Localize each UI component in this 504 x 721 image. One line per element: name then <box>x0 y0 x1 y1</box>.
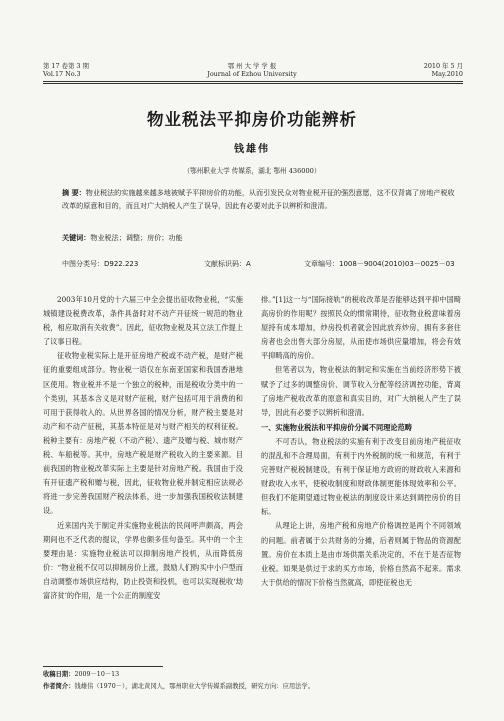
body-paragraph: 排。”[1]这一与“国际接轨”的税收改革是否能够达到平抑中国畸高房价的作用呢？按照民众的惯常期待，征收物业税意味着房屋持有成本增加，炒房投机者就会因此放弃炒房，拥有多套住房者也会出售大部分房屋，从而使市场供应量增加，将会有效平抑畸高的房价。 <box>261 295 461 361</box>
left-column <box>43 293 243 603</box>
body-paragraph: 2003年10月党的十六届三中全会提出征收物业税，“实施城镇建设税费改革，条件具备时对不动产开征统一规范的物业税，相应取消有关收费”。因此，征收物业税及其立法工作提上了议事日程。 <box>43 295 243 347</box>
clc-value: D922.223 <box>104 260 139 268</box>
author-affiliation: （鄂州职业大学 传媒系，湖北 鄂州 436000） <box>183 167 321 175</box>
header-rule <box>43 81 463 82</box>
received-value: 2009－10－13 <box>74 671 120 678</box>
article-no-label: 文章编号： <box>304 260 339 268</box>
author-bio-text: 钱雄伟（1970－），湖北黄冈人，鄂州职业大学传媒系副教授，研究方向：应用法学。 <box>74 682 315 690</box>
footnote <box>43 669 314 692</box>
section-heading: 一、实施物业税法和平抑房价分属不同理论范畴 <box>261 422 412 432</box>
keywords-label: 关键词： <box>62 233 91 242</box>
article-number <box>304 259 455 269</box>
header-rule-thin <box>43 83 463 84</box>
volume-issue-cn: 第 17 卷第 3 期 <box>43 62 89 70</box>
abstract-text: 物业税法的实施越来越多地被赋予平抑房价的功能，从而引发民众对物业税开征的强烈意愿，这不仅背离了房地产税收改革的原意和目的，而且对广大纳税人产生了误导，因此有必要对此予以辨析和澄清。 <box>62 188 455 210</box>
doc-code-label: 文献标识码： <box>204 260 246 268</box>
footnote-rule <box>43 666 163 667</box>
date-cn: 2010 年 5 月 <box>423 62 463 70</box>
clc-number <box>62 259 138 269</box>
author-bio-label: 作者简介： <box>43 682 75 690</box>
author-bio <box>43 681 314 693</box>
received-date <box>43 669 314 681</box>
article-no-value: 1008－9004(2010)03－0025－03 <box>339 260 455 268</box>
body-paragraph: 征收物业税实际上是开征房地产税或不动产税，是财产税征的重要组成部分。物业税一语仅在东南亚国家和我国香港地区使用。物业税并不是一个独立的税种，而是税收分类中的一个类别，其基本含义是对财产征税，财产包括可用于消费的和可用于获得收入的。从世界各国的情况分析，财产税主要是对动产和不动产征税，其基本特征是对与财产相关的权利征税。税种主要有：房地产税（不动产税）、遗产及赠与税、城市财产税、车船税等。其中，房地产税是财产税收入的主要来源。目前我国的物业税改革实际上主要是针对房地产税。我国由于没有开征遗产税和赠与税，因此，征收物业税并制定相应法规必将进一步完善我国财产税法体系，进一步加强我国税收法制建设。 <box>43 351 243 516</box>
journal-name-cn: 鄂 州 大 学 学 报 <box>227 62 277 70</box>
body-paragraph: 从理论上讲，房地产税和房地产价格调控是两个不同领域的问题。前者属于公共财务的分摊，后者则属于物品的资源配置。房价在本质上是由市场供需关系决定的，不在于是否征物业税。如果是供过于求的买方市场，价格自然高不起来。需求大于供给的情况下价格当然就高，即使征税也无 <box>261 521 461 587</box>
clc-label: 中图分类号： <box>62 260 104 268</box>
document-code <box>204 259 251 269</box>
right-column <box>261 293 461 590</box>
date-en: May.2010 <box>431 70 463 78</box>
body-paragraph: 近来国内关于制定并实施物业税法的民间呼声颇高，两会期间也不乏代表的提议，学界也颇多佳句备至。其中的一个主要理由是：实施物业税法可以抑制房地产投机，从而降低房价：“物业税不仅可以抑制房价上涨，鼓励人们购买中小户型而自动调整市场供应结构，防止投资和投机，也可以实现税收‘劫富济贫’的作用，是一个公正的制度安 <box>43 520 243 600</box>
doc-code-value: A <box>246 260 251 268</box>
body-paragraph: 不可否认，物业税法的实施有利于改变目前房地产税征收的混乱和不合理局面，有利于内外税制的统一和规范，有利于完善财产税税制建设，有利于保证地方政府的财政收入来源和财政收入水平，使税收制度和财政体制更能体现效率和公平。但我们不能期望通过物业税法的制度设计来达到调控房价的目标。 <box>261 436 461 517</box>
journal-date <box>424 62 463 78</box>
article-title: 物业税法平抑房价功能辨析 <box>147 110 357 129</box>
body-paragraph: 但笔者以为，物业税法的制定和实施在当前经济形势下被赋予了过多的调整房价、调节收入分配等经济调控功能，背离了房地产税收改革的原意和真实目的，对广大纳税人产生了误导，因此有必要予以辨析和澄清。 <box>261 365 461 417</box>
volume-issue-en: Vol.17 No.3 <box>43 70 81 78</box>
abstract <box>62 186 456 212</box>
received-label: 收稿日期： <box>43 671 75 678</box>
journal-name-en: Journal of Ezhou University <box>207 70 297 78</box>
article-author: 钱雄伟 <box>234 144 270 155</box>
abstract-label: 摘 要： <box>62 188 86 197</box>
keywords-text: 物业税法；调整；房价；功能 <box>90 233 183 242</box>
keywords <box>62 233 183 243</box>
